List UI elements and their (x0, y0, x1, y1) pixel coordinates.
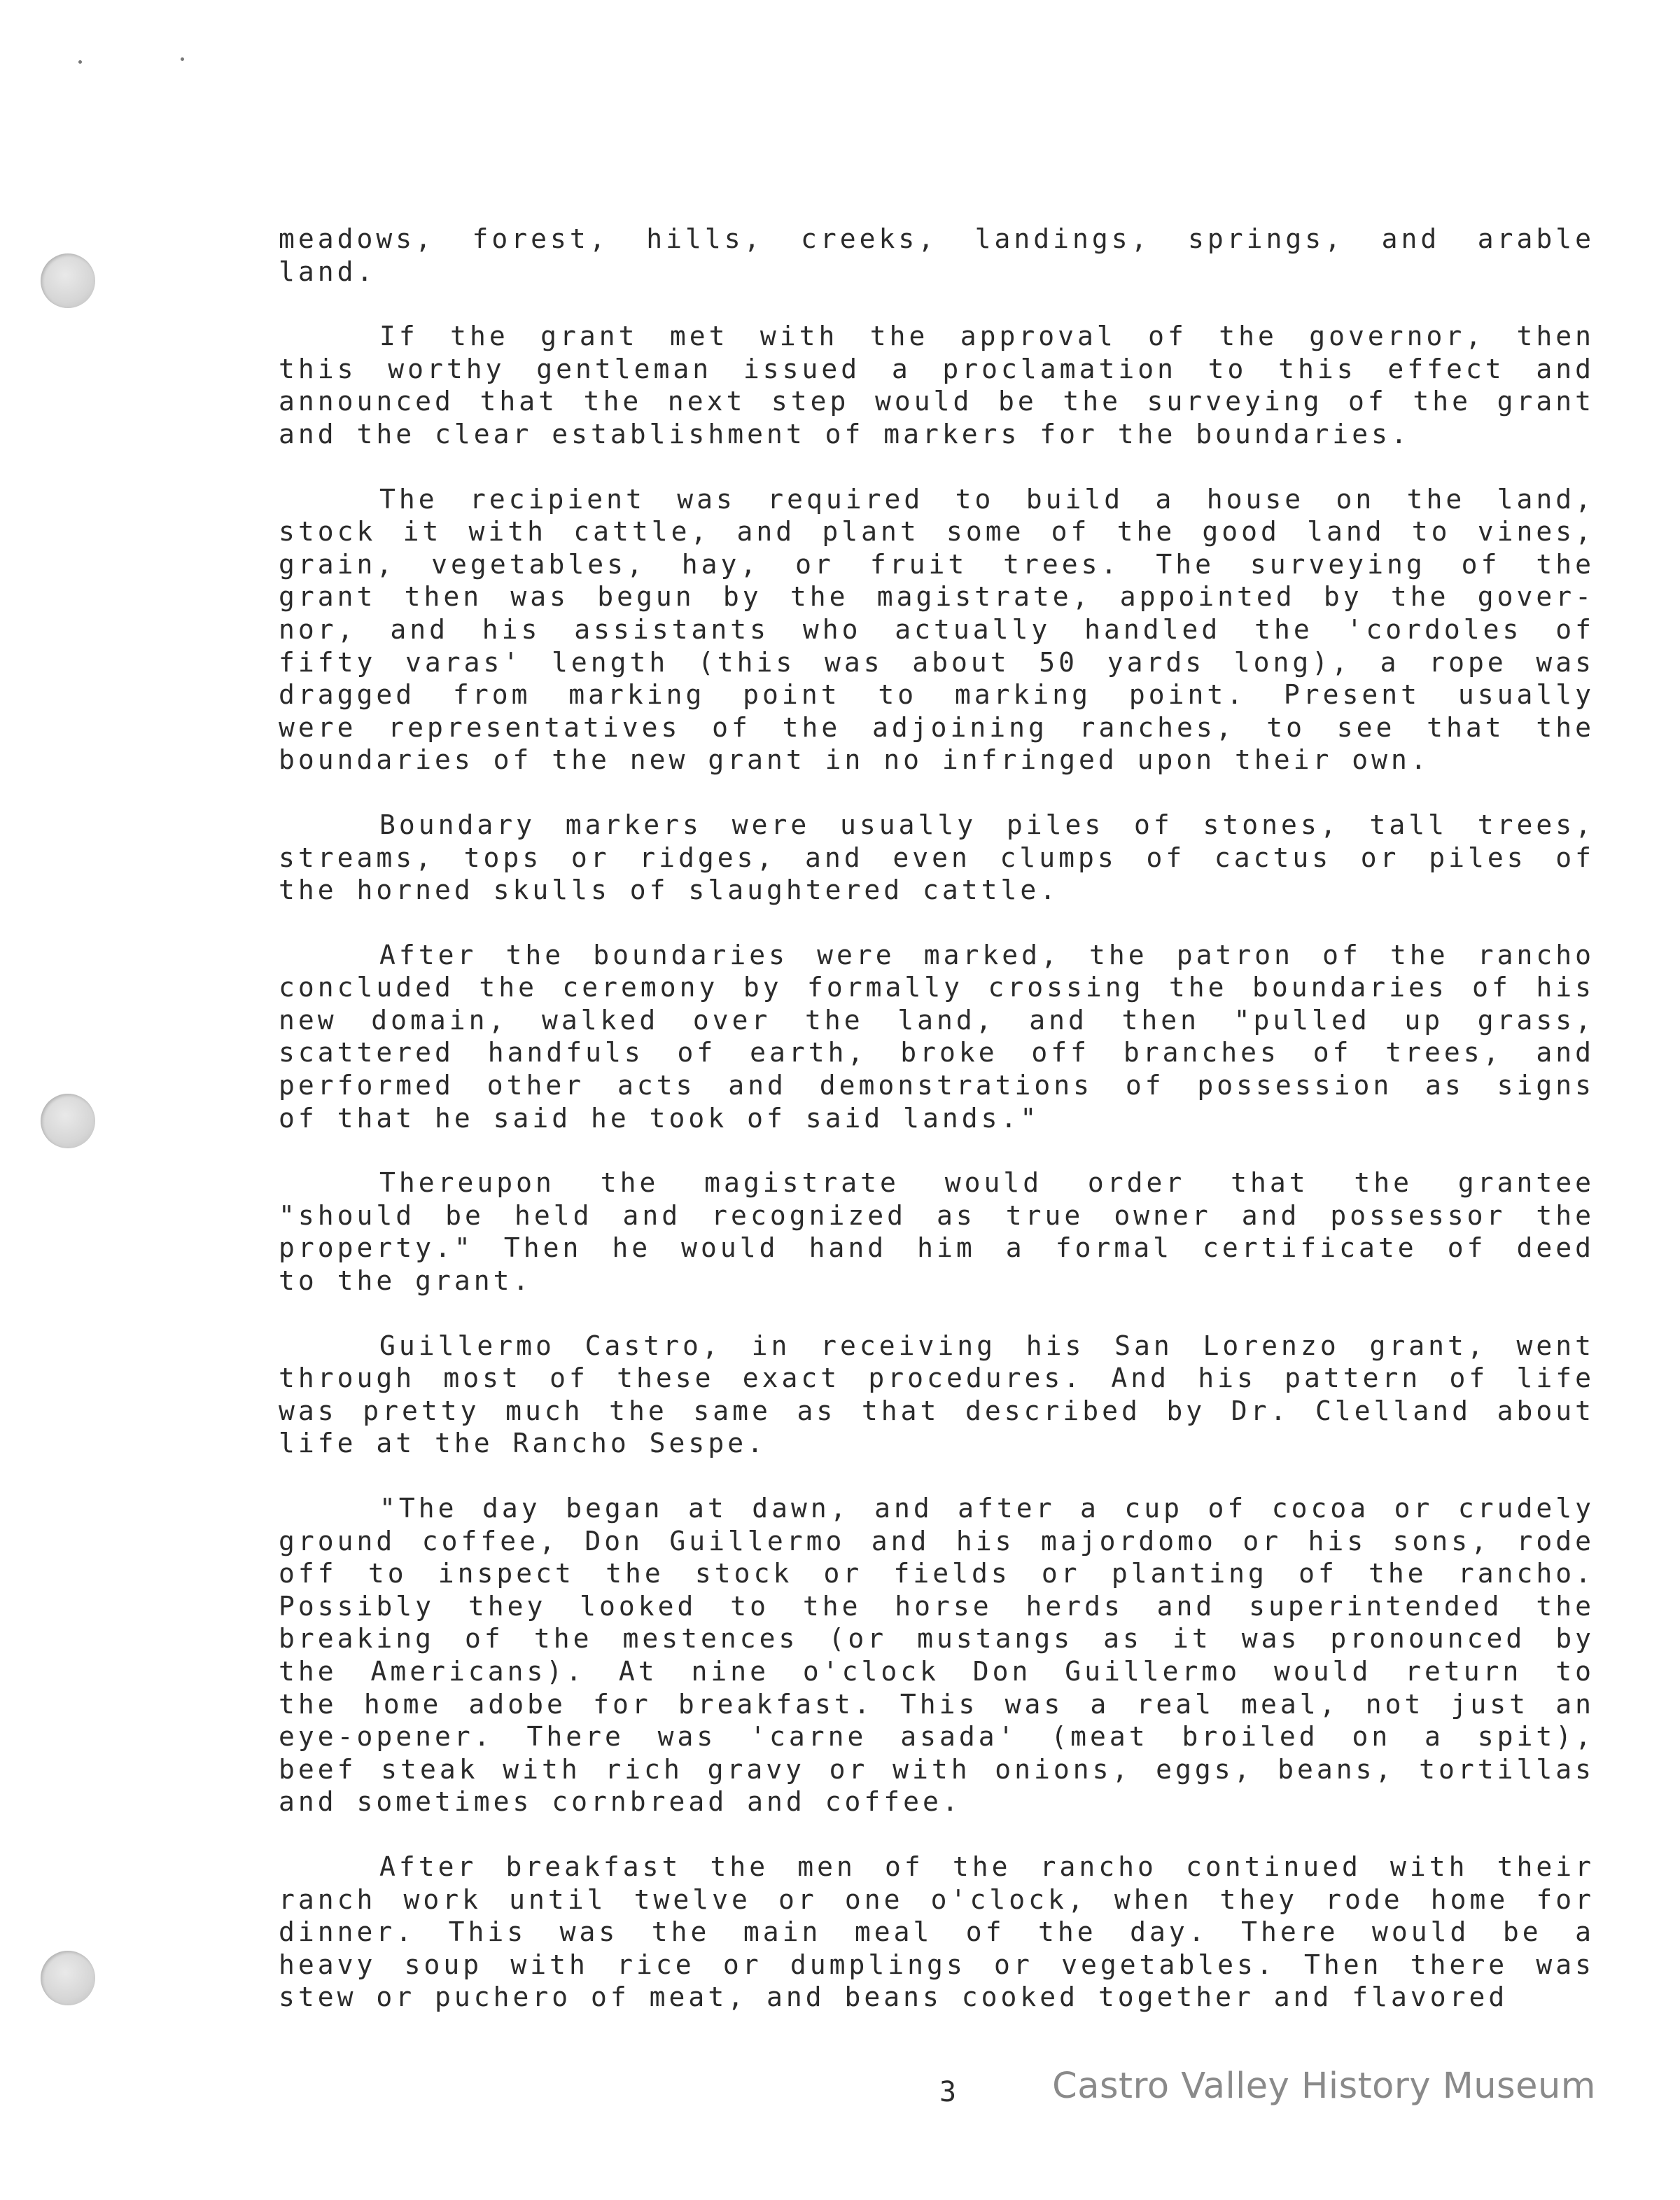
text-line: this worthy gentleman issued a proclamation to this effect and (279, 353, 1595, 384)
text-line: to the grant. (279, 1265, 533, 1297)
text-line: After the boundaries were marked, the patron of the rancho (379, 939, 1595, 970)
watermark: Castro Valley History Museum (1052, 2066, 1596, 2107)
page-number: 3 (939, 2076, 957, 2108)
text-line: scattered handfuls of earth, broke off branches of trees, and (279, 1037, 1595, 1068)
text-line: off to inspect the stock or fields or planting of the rancho. (279, 1558, 1595, 1589)
paragraph (279, 809, 1595, 907)
text-line: "The day began at dawn, and after a cup of cocoa or crudely (379, 1493, 1595, 1524)
text-line: and the clear establishment of markers for the boundaries. (279, 418, 1410, 450)
text-line: If the grant met with the approval of the governor, then (379, 321, 1595, 352)
text-line: Thereupon the magistrate would order that the grantee (379, 1167, 1595, 1199)
paragraph (279, 1851, 1595, 2014)
text-line: fifty varas' length (this was about 50 yards long), a rope was (279, 646, 1595, 678)
text-line: through most of these exact procedures. And his pattern of life (279, 1363, 1595, 1394)
text-line: grant then was begun by the magistrate, appointed by the gover- (279, 581, 1595, 613)
text-line: boundaries of the new grant in no infringed upon their own. (279, 744, 1430, 776)
text-line: was pretty much the same as that described by Dr. Clelland about (279, 1395, 1595, 1426)
text-line: ranch work until twelve or one o'clock, when they rode home for (279, 1884, 1595, 1915)
paragraph (279, 939, 1595, 1135)
text-line: meadows, forest, hills, creeks, landings, springs, and arable (279, 223, 1595, 254)
text-line: Possibly they looked to the horse herds and superintended the (279, 1590, 1595, 1622)
text-line: new domain, walked over the land, and then "pulled up grass, (279, 1004, 1595, 1036)
text-line: property." Then he would hand him a formal certificate of deed (279, 1232, 1595, 1264)
text-line: the Americans). At nine o'clock Don Guillermo would return to (279, 1655, 1595, 1687)
text-line: The recipient was required to build a house on the land, (379, 483, 1595, 515)
paragraph (279, 1167, 1595, 1297)
text-line: After breakfast the men of the rancho continued with their (379, 1851, 1595, 1882)
scan-speck (181, 57, 184, 61)
text-line: life at the Rancho Sespe. (279, 1428, 766, 1459)
text-line: and sometimes cornbread and coffee. (279, 1786, 962, 1818)
binder-hole-top (41, 253, 95, 308)
paragraph (279, 483, 1595, 777)
text-line: heavy soup with rice or dumplings or vegetables. Then there was (279, 1949, 1595, 1980)
text-line: stew or puchero of meat, and beans cooked together and flavored (279, 1982, 1508, 2013)
binder-hole-bottom (41, 1951, 95, 2005)
binder-hole-middle (41, 1094, 95, 1148)
paragraph (279, 1492, 1595, 1818)
text-line: "should be held and recognized as true owner and possessor the (279, 1199, 1595, 1231)
text-line: ground coffee, Don Guillermo and his majordomo or his sons, rode (279, 1525, 1595, 1557)
text-line: breaking of the mestences (or mustangs as it was pronounced by (279, 1623, 1595, 1655)
text-line: performed other acts and demonstrations of possession as signs (279, 1070, 1595, 1101)
text-line: dinner. This was the main meal of the day. There would be a (279, 1916, 1595, 1948)
text-line: concluded the ceremony by formally crossing the boundaries of his (279, 972, 1595, 1003)
text-line: dragged from marking point to marking point. Present usually (279, 679, 1595, 711)
text-line: the horned skulls of slaughtered cattle. (279, 875, 1060, 906)
text-line: were representatives of the adjoining ranches, to see that the (279, 711, 1595, 743)
document-body (279, 223, 1595, 2046)
text-line: eye-opener. There was 'carne asada' (meat broiled on a spit), (279, 1721, 1595, 1753)
text-line: grain, vegetables, hay, or fruit trees. The surveying of the (279, 548, 1595, 580)
paragraph (279, 1330, 1595, 1460)
scan-speck (78, 60, 82, 64)
text-line: Guillermo Castro, in receiving his San Lorenzo grant, went (379, 1330, 1595, 1361)
text-line: beef steak with rich gravy or with onions, eggs, beans, tortillas (279, 1753, 1595, 1785)
paragraph (279, 320, 1595, 450)
text-line: stock it with cattle, and plant some of the good land to vines, (279, 516, 1595, 548)
text-line: nor, and his assistants who actually handled the 'cordoles of (279, 613, 1595, 645)
text-line: announced that the next step would be the surveying of the grant (279, 386, 1595, 417)
text-line: land. (279, 256, 377, 287)
text-line: streams, tops or ridges, and even clumps of cactus or piles of (279, 842, 1595, 873)
text-line: of that he said he took of said lands." (279, 1102, 1040, 1134)
paragraph (279, 223, 1595, 288)
text-line: Boundary markers were usually piles of stones, tall trees, (379, 809, 1595, 840)
text-line: the home adobe for breakfast. This was a real meal, not just an (279, 1688, 1595, 1720)
